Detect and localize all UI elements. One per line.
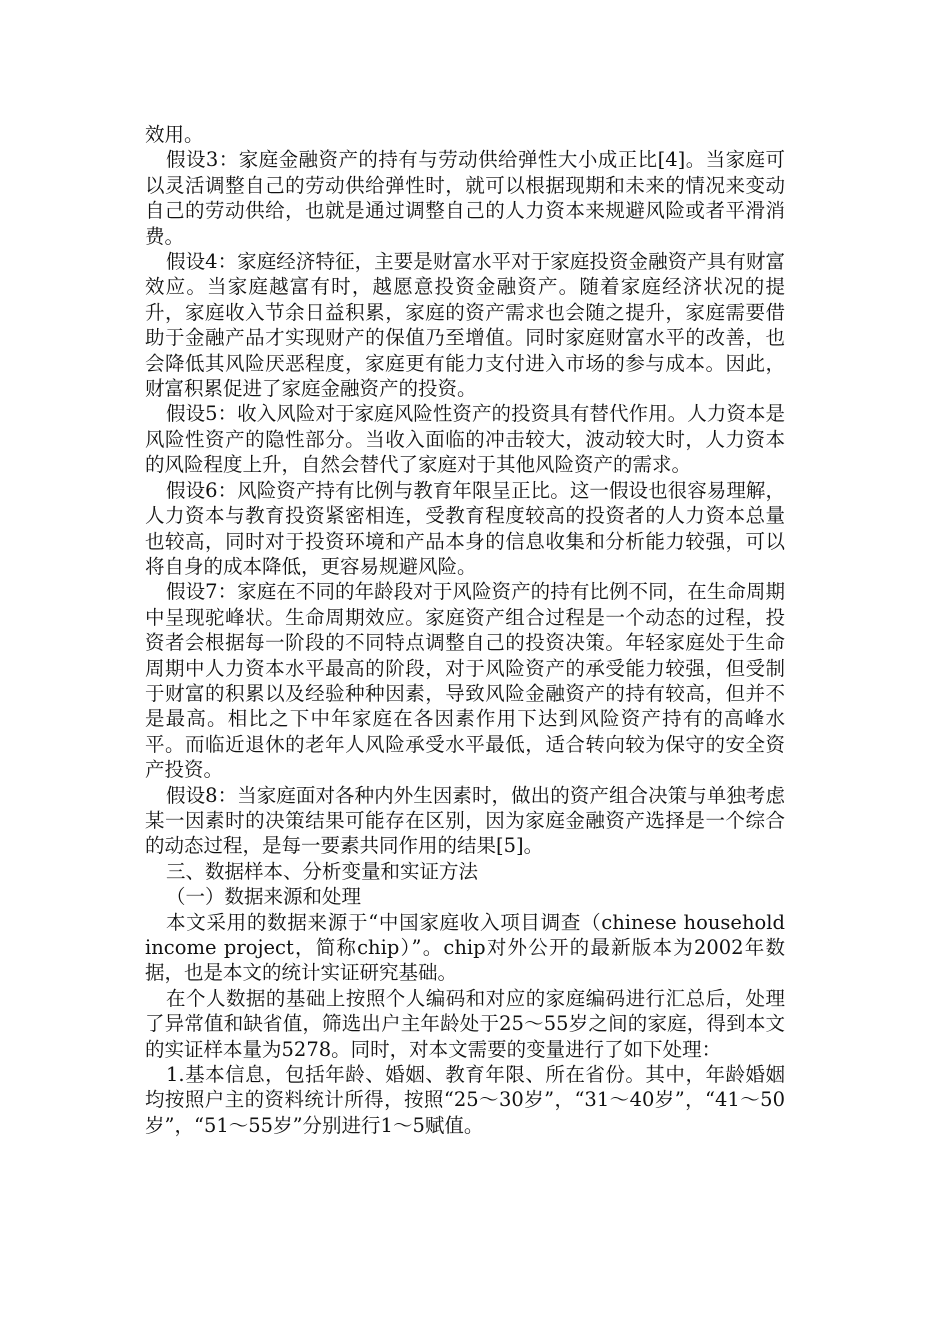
paragraph-hypothesis-4: 假设4：家庭经济特征，主要是财富水平对于家庭投资金融资产具有财富效应。当家庭越富有时，越愿意投资金融资产。随着家庭经济状况的提升，家庭收入节余日益积累，家庭的资产需求也会随之提升，家庭需要借助于金融产品才实现财产的保值乃至增值。同时家庭财富水平的改善，也会降低其风险厌恶程度，家庭更有能力支付进入市场的参与成本。因此，财富积累促进了家庭金融资产的投资。	[145, 250, 785, 401]
paragraph-data-processing: 在个人数据的基础上按照个人编码和对应的家庭编码进行汇总后，处理了异常值和缺省值，筛选出户主年龄处于25～55岁之间的家庭，得到本文的实证样本量为5278。同时，对本文需要的变量进行了如下处理：	[145, 986, 785, 1061]
paragraph-hypothesis-6: 假设6：风险资产持有比例与教育年限呈正比。这一假设也很容易理解，人力资本与教育投资紧密相连，受教育程度较高的投资者的人力资本总量也较高，同时对于投资环境和产品本身的信息收集和分析能力较强，可以将自身的成本降低，更容易规避风险。	[145, 478, 785, 578]
paragraph-hypothesis-3: 假设3：家庭金融资产的持有与劳动供给弹性大小成正比[4]。当家庭可以灵活调整自己的劳动供给弹性时，就可以根据现期和未来的情况来变动自己的劳动供给，也就是通过调整自己的人力资本来规避风险或者平滑消费。	[145, 148, 785, 248]
paragraph-hypothesis-5: 假设5：收入风险对于家庭风险性资产的投资具有替代作用。人力资本是风险性资产的隐性部分。当收入面临的冲击较大，波动较大时，人力资本的风险程度上升，自然会替代了家庭对于其他风险资产的需求。	[145, 402, 785, 477]
paragraph-data-source: 本文采用的数据来源于“中国家庭收入项目调查（chinese household income project，简称chip）”。chip对外公开的最新版本为2002年数据，也是本文的统计实证研究基础。	[145, 910, 785, 985]
paragraph-continuation: 效用。	[145, 123, 204, 146]
paragraph-hypothesis-8: 假设8：当家庭面对各种内外生因素时，做出的资产组合决策与单独考虑某一因素时的决策结果可能存在区别，因为家庭金融资产选择是一个综合的动态过程，是每一要素共同作用的结果[5]。	[145, 783, 785, 858]
document-body	[145, 122, 785, 1138]
paragraph-hypothesis-7: 假设7：家庭在不同的年龄段对于风险资产的持有比例不同，在生命周期中呈现驼峰状。生命周期效应。家庭资产组合过程是一个动态的过程，投资者会根据每一阶段的不同特点调整自己的投资决策。年轻家庭处于生命周期中人力资本水平最高的阶段，对于风险资产的承受能力较强，但受制于财富的积累以及经验种种因素，导致风险金融资产的持有较高，但并不是最高。相比之下中年家庭在各因素作用下达到风险资产持有的高峰水平。而临近退休的老年人风险承受水平最低，适合转向较为保守的安全资产投资。	[145, 580, 785, 782]
subsection-heading: （一）数据来源和处理	[166, 885, 362, 909]
paragraph-basic-info: 1.基本信息，包括年龄、婚姻、教育年限、所在省份。其中，年龄婚姻均按照户主的资料统计所得，按照“25～30岁”，“31～40岁”，“41～50岁”，“51～55岁”分别进行1～5赋值。	[145, 1063, 785, 1137]
section-heading: 三、数据样本、分析变量和实证方法	[166, 859, 479, 883]
